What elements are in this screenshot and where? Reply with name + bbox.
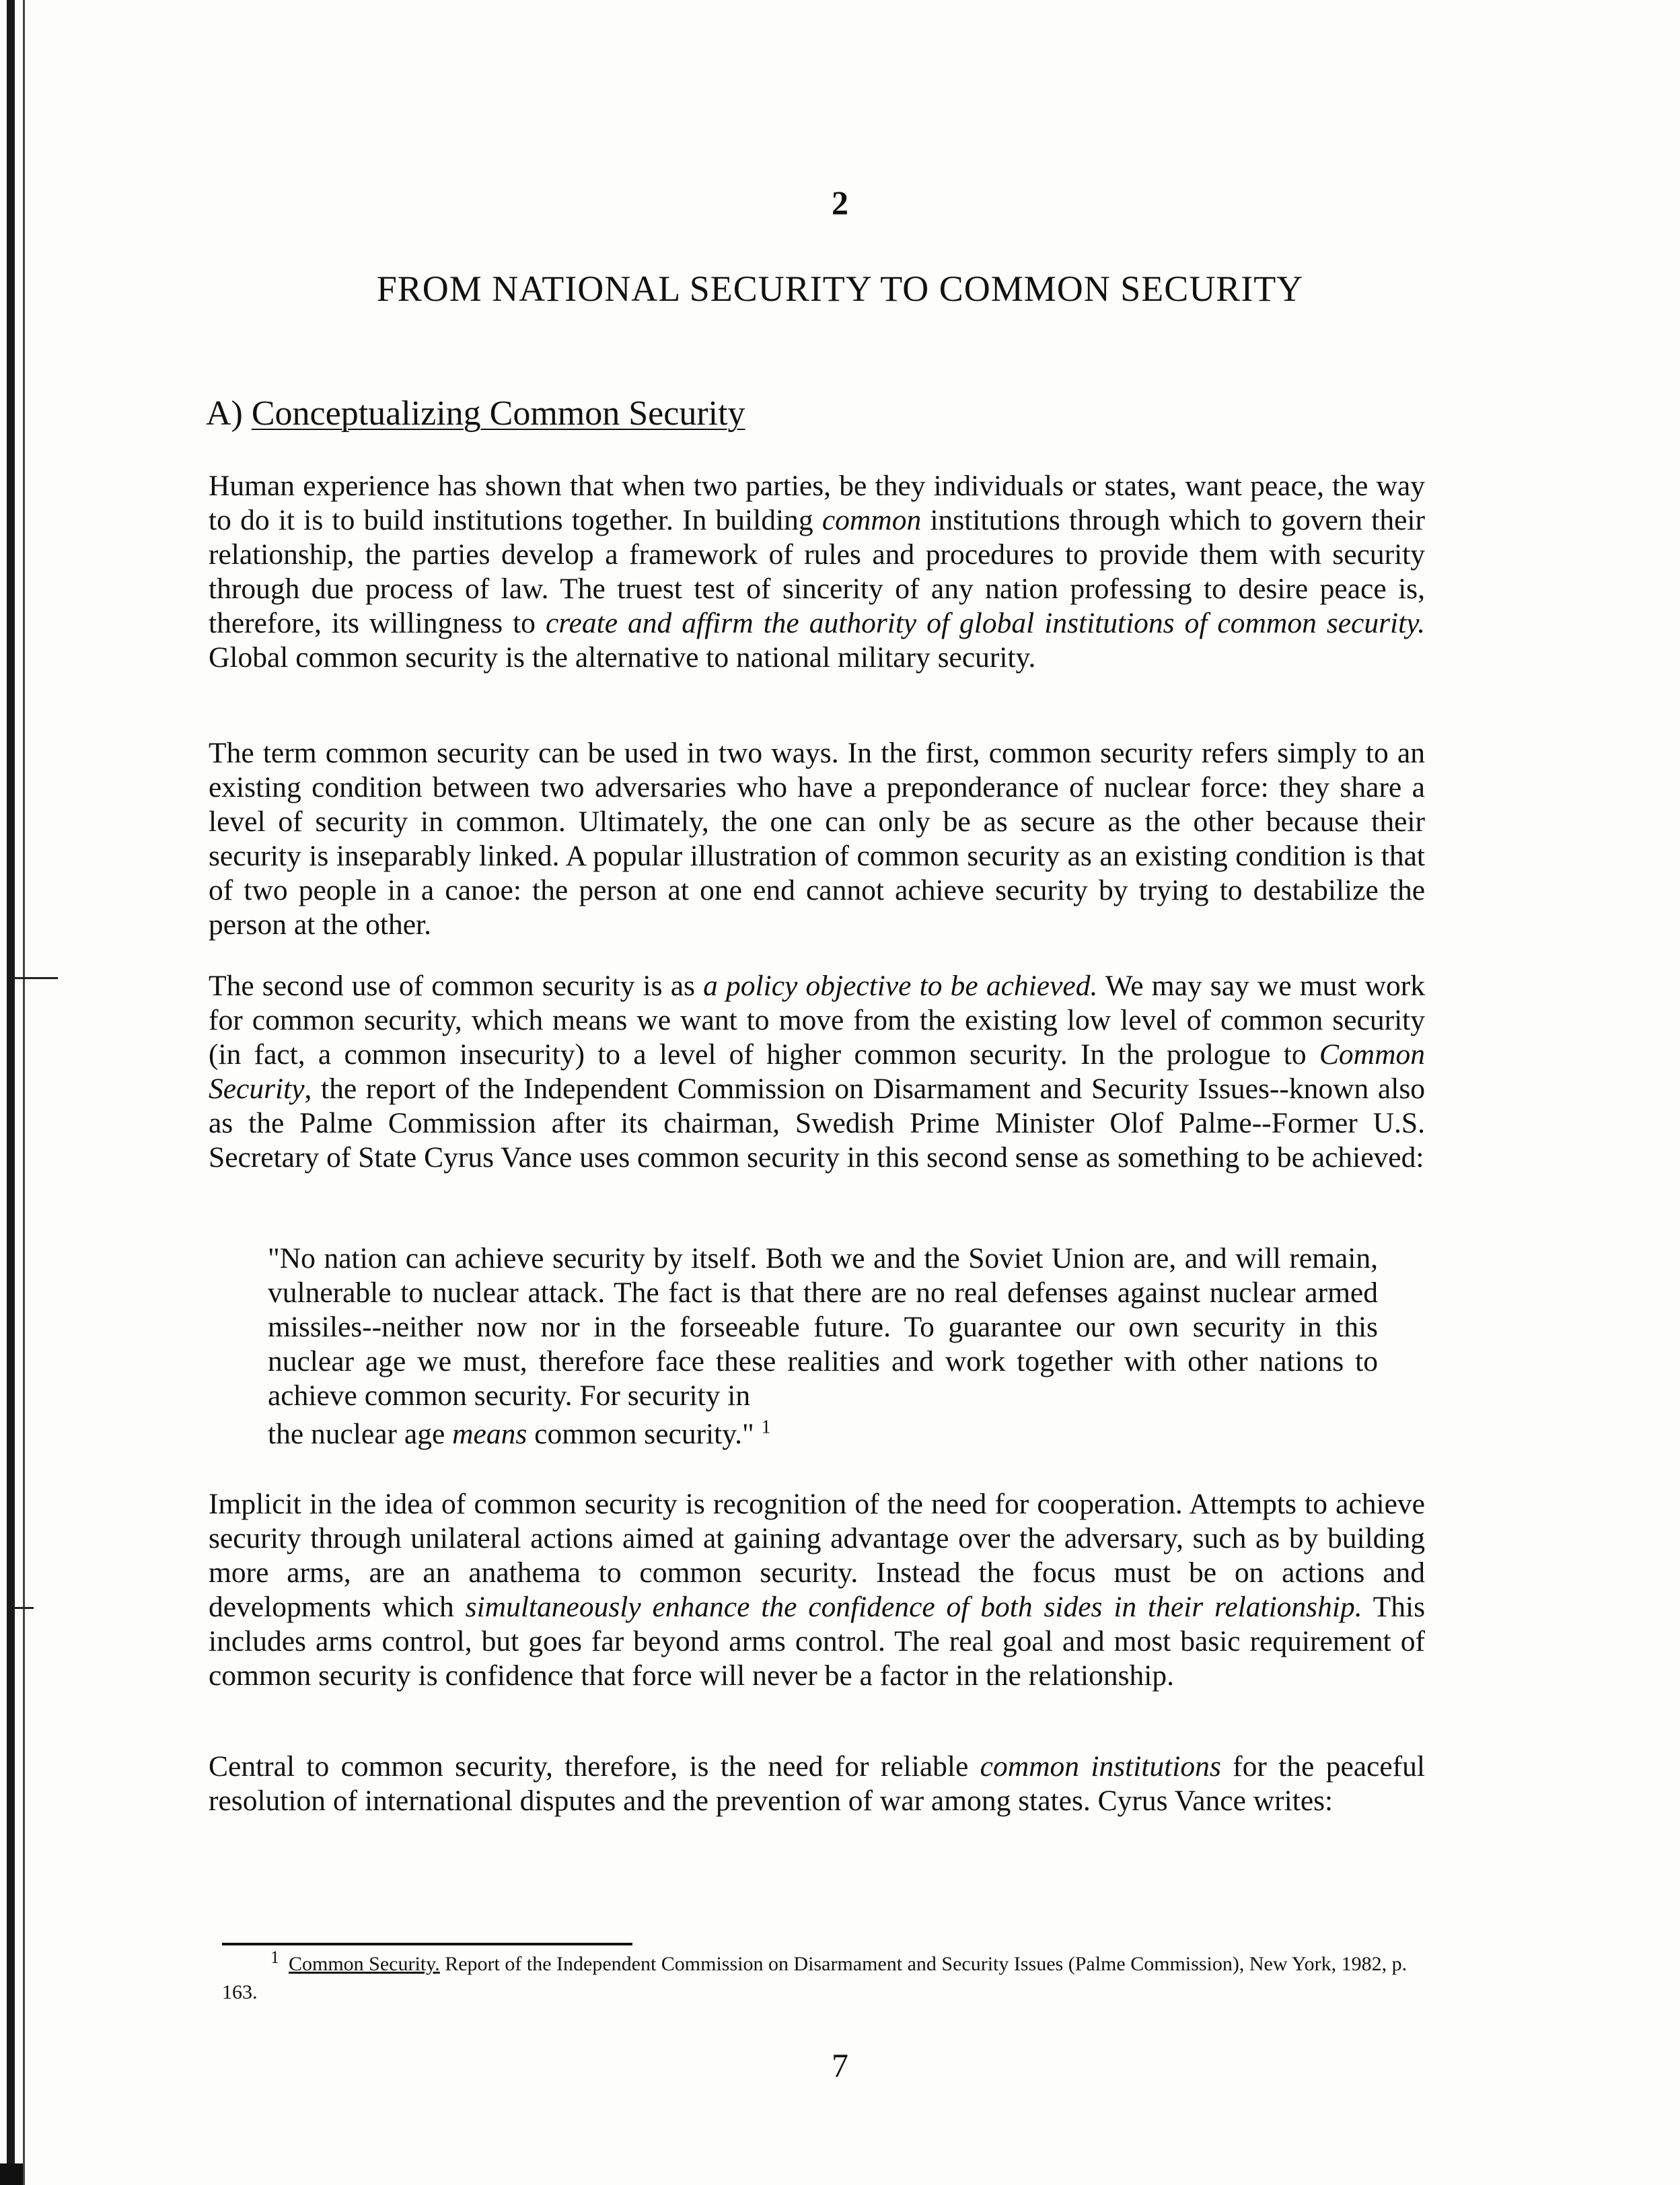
- section-marker: A): [206, 394, 243, 433]
- footnote-source-title: Common Security.: [289, 1953, 440, 1975]
- text-run: Global common security is the alternative to national military security.: [209, 641, 1036, 674]
- emphasis-text: Common Security: [209, 1038, 1425, 1105]
- emphasis-text: a policy objective to be achieved.: [703, 970, 1098, 1002]
- text-run: The second use of common security is as: [209, 970, 704, 1002]
- binding-edge-line: [23, 0, 25, 2185]
- emphasis-text: common: [821, 504, 922, 536]
- quote-last-line: [268, 1417, 1378, 1452]
- section-heading: [206, 394, 745, 433]
- paragraph-6: [209, 1750, 1425, 1818]
- binding-tick-mark: [15, 1607, 34, 1609]
- footnote-reference[interactable]: 1: [761, 1417, 771, 1438]
- text-run: institutions through which to govern their relationship, the parties develop a framework of rules and procedures to provide them with security through due process of law. The truest test of sincerity of any nation professing to desire peace is, therefore, its willingness to: [209, 504, 1425, 639]
- footnote: [222, 1947, 1426, 2007]
- footnote-separator: [222, 1943, 632, 1945]
- text-run: , the report of the Independent Commission on Disarmament and Security Issues--known also as the Palme Commission after its chairman, Swedish Prime Minister Olof Palme--Former U.S. Secretary of State Cyrus Vance uses common security in this second sense as something to be achieved:: [209, 1073, 1425, 1174]
- binding-edge-mark: [7, 0, 15, 2185]
- page-number: 7: [832, 2046, 848, 2084]
- text-run: Central to common security, therefore, is the need for reliable: [209, 1750, 980, 1783]
- block-quote: [268, 1242, 1378, 1452]
- footnote-text: Report of the Independent Commission on Disarmament and Security Issues (Palme Commission), New York, 1982, p. 163.: [222, 1953, 1408, 2003]
- paragraph-1: [209, 469, 1425, 675]
- paragraph-3: [209, 969, 1425, 1175]
- quote-text: "No nation can achieve security by itself. Both we and the Soviet Union are, and will remain, vulnerable to nuclear attack. The fact is that there are no real defenses against nuclear armed missiles--neither now nor in the forseeable future. To guarantee our own security in this nuclear age we must, therefore face these realities and work together with other nations to achieve common security. For security in: [268, 1242, 1378, 1412]
- text-run: the nuclear age: [268, 1418, 453, 1450]
- paragraph-2: The term common security can be used in two ways. In the first, common security refers simply to an existing condition between two adversaries who have a preponderance of nuclear force: they share a level of security in common. Ultimately, the one can only be as secure as the other because their security is inseparably linked. A popular illustration of common security as an existing condition is that of two people in a canoe: the person at one end cannot achieve security by trying to destabilize the person at the other.: [209, 737, 1425, 941]
- text-run: Human experience has shown that when two parties, be they individuals or states, want peace, the way to do it is to build institutions together. In building: [209, 470, 1425, 536]
- emphasis-text: create and affirm the authority of global institutions of common security.: [545, 607, 1425, 639]
- text-run: common security.": [527, 1418, 762, 1450]
- text-run: Implicit in the idea of common security is recognition of the need for cooperation. Attempts to achieve security through unilateral actions aimed at gaining advantage over the adversary, such as by building more arms, are an anathema to common security. Instead the focus must be on actions and developments which: [209, 1488, 1425, 1623]
- emphasis-text: means: [452, 1418, 527, 1450]
- text-run: We may say we must work for common security, which means we want to move from the existing low level of common security (in fact, a common insecurity) to a level of higher common security. In the prologue to: [209, 970, 1426, 1071]
- section-title: Conceptualizing Common Security: [251, 394, 745, 433]
- footnote-number: 1: [270, 1947, 279, 1967]
- paragraph-5: [209, 1487, 1425, 1693]
- text-run: for the peaceful resolution of international disputes and the prevention of war among states. Cyrus Vance writes:: [209, 1750, 1425, 1817]
- binding-tick-mark: [15, 977, 58, 979]
- text-run: This includes arms control, but goes far beyond arms control. The real goal and most basic requirement of common security is confidence that force will never be a factor in the relationship.: [209, 1591, 1425, 1692]
- chapter-number: 2: [832, 184, 848, 221]
- chapter-title: FROM NATIONAL SECURITY TO COMMON SECURITY: [376, 268, 1304, 309]
- emphasis-text: simultaneously enhance the confidence of both sides in their relationship.: [465, 1591, 1362, 1623]
- emphasis-text: common institutions: [980, 1750, 1221, 1783]
- binding-foot-mark: [0, 2163, 23, 2185]
